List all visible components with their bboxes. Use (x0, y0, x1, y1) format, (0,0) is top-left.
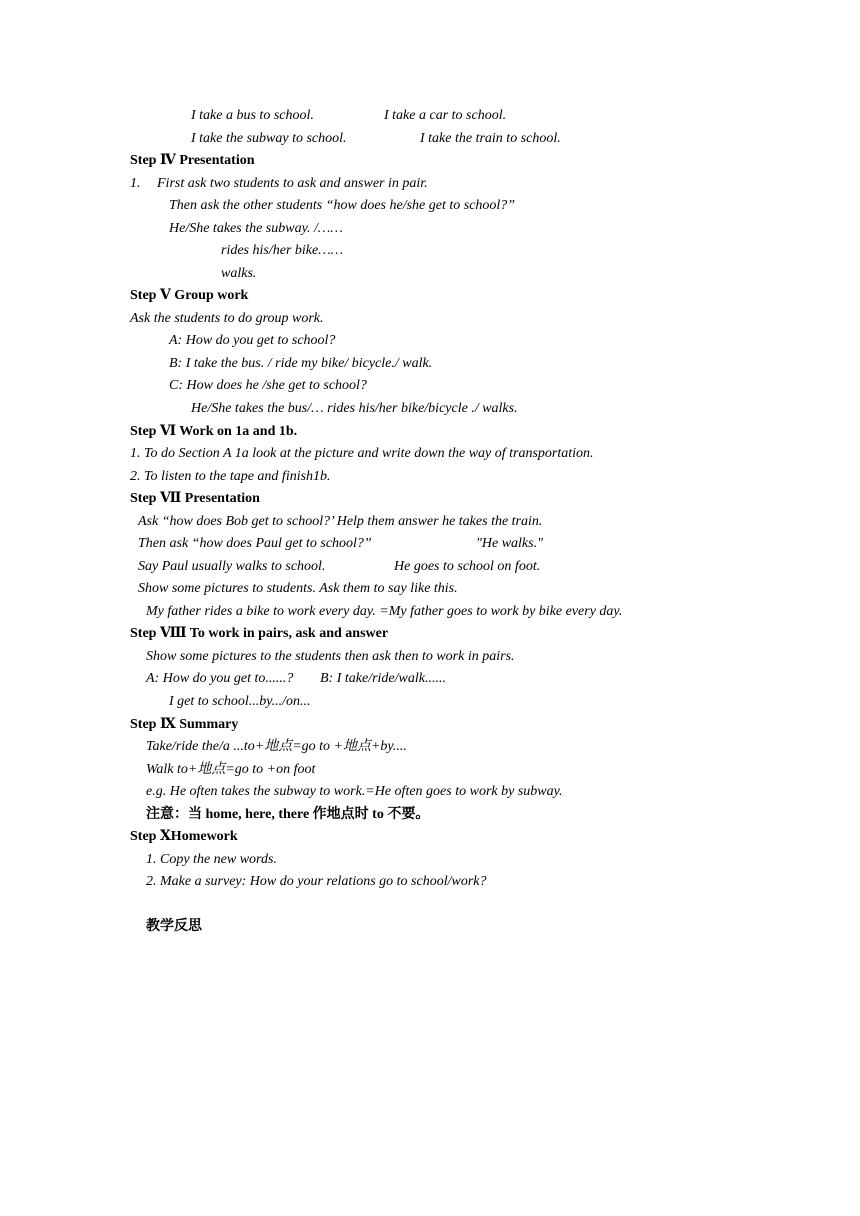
step-6-item-2: 2. To listen to the tape and finish1b. (130, 469, 331, 484)
dialogue-line-c: C: How does he /she get to school? (169, 378, 367, 393)
homework-item-2: 2. Make a survey: How do your relations go to school/work? (146, 874, 487, 889)
step-4-text: Then ask the other students “how does he/she get to school?” (169, 198, 516, 213)
step-7-answer: He goes to school on foot. (394, 559, 541, 574)
list-number-1: 1. (130, 176, 141, 191)
example-sentence-car: I take a car to school. (384, 108, 507, 123)
step-7-text: Then ask “how does Paul get to school?” (138, 536, 372, 551)
dialogue-question: A: How do you get to......? (146, 671, 294, 686)
step-8-heading: Step Ⅷ To work in pairs, ask and answer (130, 626, 389, 641)
dialogue-line-b: B: I take the bus. / ride my bike/ bicycle./ walk. (169, 356, 433, 371)
step-7-text: Ask “how does Bob get to school?’ Help them answer he takes the train. (138, 514, 543, 529)
step-7-heading: Step Ⅶ Presentation (130, 491, 260, 506)
teaching-reflection-heading: 教学反思 (146, 919, 202, 934)
step-7-text: Say Paul usually walks to school. (138, 559, 326, 574)
step-9-heading: Step Ⅸ Summary (130, 717, 239, 732)
step-4-text: walks. (221, 266, 257, 281)
step-6-heading: Step Ⅵ Work on 1a and 1b. (130, 424, 298, 439)
dialogue-line-a: A: How do you get to school? (169, 333, 336, 348)
example-sentence-train: I take the train to school. (420, 131, 561, 146)
step-4-item-1: First ask two students to ask and answer in pair. (157, 176, 428, 191)
example-sentence-bus: I take a bus to school. (191, 108, 314, 123)
summary-note: 注意：当 home, here, there 作地点时 to 不要。 (146, 807, 430, 822)
step-7-answer: "He walks." (476, 536, 543, 551)
step-7-text: Show some pictures to students. Ask them to say like this. (138, 581, 458, 596)
step-5-text: Ask the students to do group work. (130, 311, 324, 326)
step-8-pattern: I get to school...by.../on... (169, 694, 311, 709)
summary-example: e.g. He often takes the subway to work.=He often goes to work by subway. (146, 784, 563, 799)
step-8-text: Show some pictures to the students then ask then to work in pairs. (146, 649, 515, 664)
step-7-example: My father rides a bike to work every day. =My father goes to work by bike every day. (146, 604, 623, 619)
dialogue-answer: He/She takes the bus/… rides his/her bike/bicycle ./ walks. (191, 401, 518, 416)
step-6-item-1: 1. To do Section A 1a look at the picture and write down the way of transportation. (130, 446, 594, 461)
homework-item-1: 1. Copy the new words. (146, 852, 277, 867)
step-4-text: He/She takes the subway. /…… (169, 221, 343, 236)
step-10-heading: Step ⅩHomework (130, 829, 238, 844)
step-4-heading: Step Ⅳ Presentation (130, 153, 255, 168)
summary-rule-1: Take/ride the/a ...to+地点=go to +地点+by.... (146, 739, 407, 754)
dialogue-answer: B: I take/ride/walk...... (320, 671, 446, 686)
step-5-heading: Step Ⅴ Group work (130, 288, 249, 303)
step-4-text: rides his/her bike…… (221, 243, 344, 258)
summary-rule-2: Walk to+地点=go to +on foot (146, 762, 316, 777)
example-sentence-subway: I take the subway to school. (191, 131, 347, 146)
